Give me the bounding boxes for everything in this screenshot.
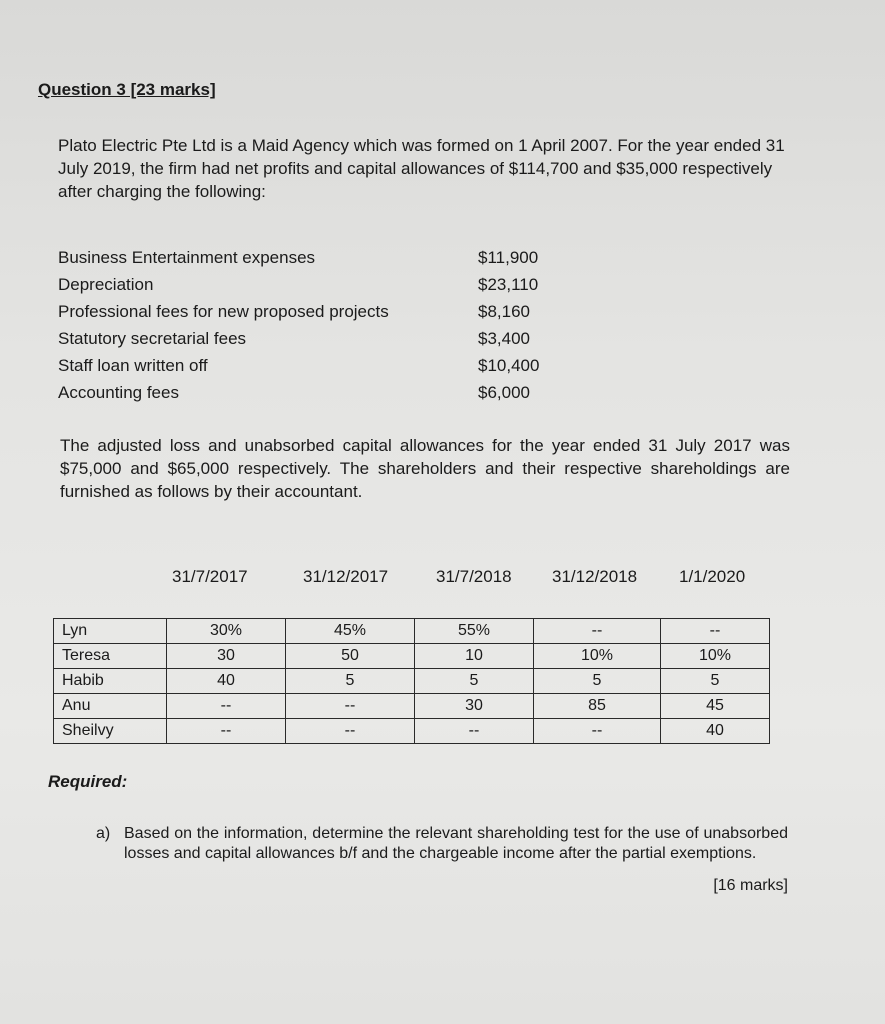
expense-amount: $3,400 bbox=[478, 328, 530, 348]
table-cell: 30 bbox=[415, 694, 534, 719]
table-cell: -- bbox=[167, 694, 286, 719]
table-cell: 10% bbox=[661, 644, 770, 669]
expense-amount: $11,900 bbox=[478, 247, 539, 267]
shareholder-name: Sheilvy bbox=[54, 719, 167, 744]
expense-row bbox=[58, 379, 578, 406]
table-cell: 5 bbox=[534, 669, 661, 694]
table-cell: -- bbox=[534, 719, 661, 744]
date-header: 31/7/2017 bbox=[172, 567, 248, 586]
expense-row bbox=[58, 298, 578, 325]
expense-amount: $8,160 bbox=[478, 301, 530, 321]
table-row bbox=[54, 669, 770, 694]
question-a-marks: [16 marks] bbox=[713, 877, 788, 894]
question-a-text: Based on the information, determine the relevant shareholding test for the use of unabsorbed losses and capital allowances b/f and the chargeable income after the partial exemptions. bbox=[124, 825, 788, 862]
table-cell: -- bbox=[286, 694, 415, 719]
expense-amount: $23,110 bbox=[478, 274, 539, 294]
table-cell: 85 bbox=[534, 694, 661, 719]
shareholder-name: Anu bbox=[54, 694, 167, 719]
intro-paragraph: Plato Electric Pte Ltd is a Maid Agency which was formed on 1 April 2007. For the year ended 31 July 2019, the firm had net profits and capital allowances of $114,700 and $35,000 respectively after charging the following: bbox=[58, 136, 785, 201]
expense-row bbox=[58, 244, 578, 271]
expense-row bbox=[58, 271, 578, 298]
table-row bbox=[54, 719, 770, 744]
shareholder-name: Teresa bbox=[54, 644, 167, 669]
table-cell: 45 bbox=[661, 694, 770, 719]
table-cell: -- bbox=[534, 619, 661, 644]
table-cell: 45% bbox=[286, 619, 415, 644]
date-header: 1/1/2020 bbox=[679, 567, 746, 586]
losses-paragraph: The adjusted loss and unabsorbed capital allowances for the year ended 31 July 2017 was $75,000 and $65,000 respectively. The shareholders and their respective shareholdings are furnished as follows by their accountant. bbox=[60, 436, 790, 501]
expense-label: Business Entertainment expenses bbox=[58, 247, 316, 267]
expense-label: Statutory secretarial fees bbox=[58, 328, 247, 348]
table-cell: -- bbox=[167, 719, 286, 744]
shareholdings-table bbox=[53, 618, 770, 744]
table-row bbox=[54, 644, 770, 669]
expense-label: Staff loan written off bbox=[58, 355, 208, 375]
shareholder-name: Lyn bbox=[54, 619, 167, 644]
expense-amount: $6,000 bbox=[478, 382, 530, 402]
table-cell: 10% bbox=[534, 644, 661, 669]
table-cell: -- bbox=[661, 619, 770, 644]
date-header: 31/12/2017 bbox=[303, 567, 389, 586]
table-cell: 5 bbox=[661, 669, 770, 694]
expense-row bbox=[58, 325, 578, 352]
shareholder-name: Habib bbox=[54, 669, 167, 694]
expenses-list bbox=[58, 244, 578, 406]
table-cell: 40 bbox=[167, 669, 286, 694]
table-cell: 30% bbox=[167, 619, 286, 644]
date-header: 31/12/2018 bbox=[552, 567, 638, 586]
expense-row bbox=[58, 352, 578, 379]
table-cell: 40 bbox=[661, 719, 770, 744]
table-row bbox=[54, 619, 770, 644]
expense-label: Depreciation bbox=[58, 274, 154, 294]
table-cell: 5 bbox=[415, 669, 534, 694]
expense-label: Accounting fees bbox=[58, 382, 179, 402]
table-cell: -- bbox=[286, 719, 415, 744]
expense-amount: $10,400 bbox=[478, 355, 540, 375]
question-title: Question 3 [23 marks] bbox=[38, 80, 216, 99]
date-header: 31/7/2018 bbox=[436, 567, 512, 586]
expense-label: Professional fees for new proposed projects bbox=[58, 301, 389, 321]
table-cell: 10 bbox=[415, 644, 534, 669]
required-heading: Required: bbox=[48, 772, 128, 791]
table-row bbox=[54, 694, 770, 719]
question-a-label: a) bbox=[96, 825, 111, 842]
table-cell: -- bbox=[415, 719, 534, 744]
table-cell: 55% bbox=[415, 619, 534, 644]
table-cell: 50 bbox=[286, 644, 415, 669]
table-cell: 5 bbox=[286, 669, 415, 694]
table-cell: 30 bbox=[167, 644, 286, 669]
